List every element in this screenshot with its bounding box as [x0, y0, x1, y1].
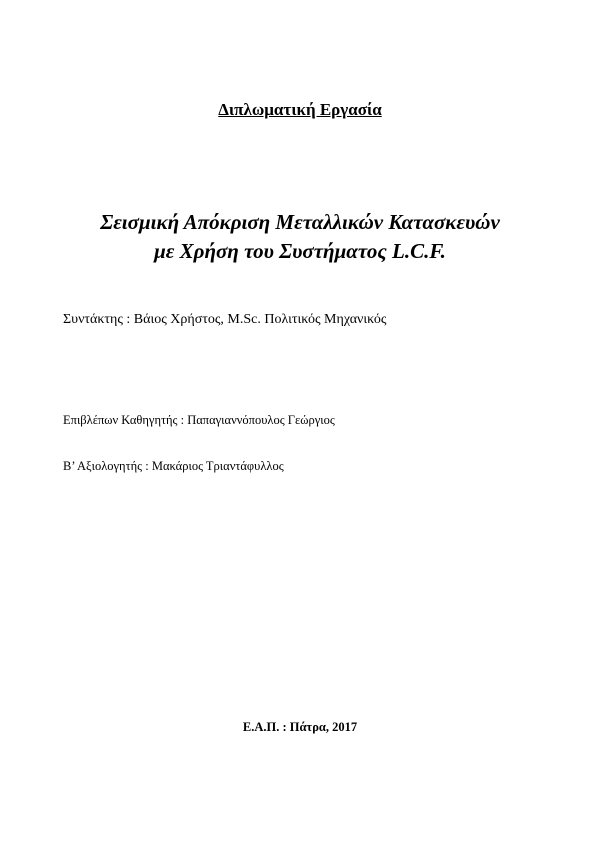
thesis-title — [0, 208, 600, 266]
author-line: Συντάκτης : Βάιος Χρήστος, M.Sc. Πολιτικός Μηχανικός — [63, 312, 387, 327]
thesis-title-line-1: Σεισμική Απόκριση Μεταλλικών Κατασκευών — [100, 210, 500, 234]
document-type-heading: Διπλωματική Εργασία — [218, 100, 382, 119]
supervisor-line: Επιβλέπων Καθηγητής : Παπαγιαννόπουλος Γεώργιος — [63, 413, 335, 427]
institution-date-footer: Ε.Α.Π. : Πάτρα, 2017 — [242, 720, 358, 734]
second-evaluator-line: Β’ Αξιολογητής : Μακάριος Τριαντάφυλλος — [63, 459, 284, 473]
thesis-title-line-2: με Χρήση του Συστήματος L.C.F. — [154, 239, 446, 263]
